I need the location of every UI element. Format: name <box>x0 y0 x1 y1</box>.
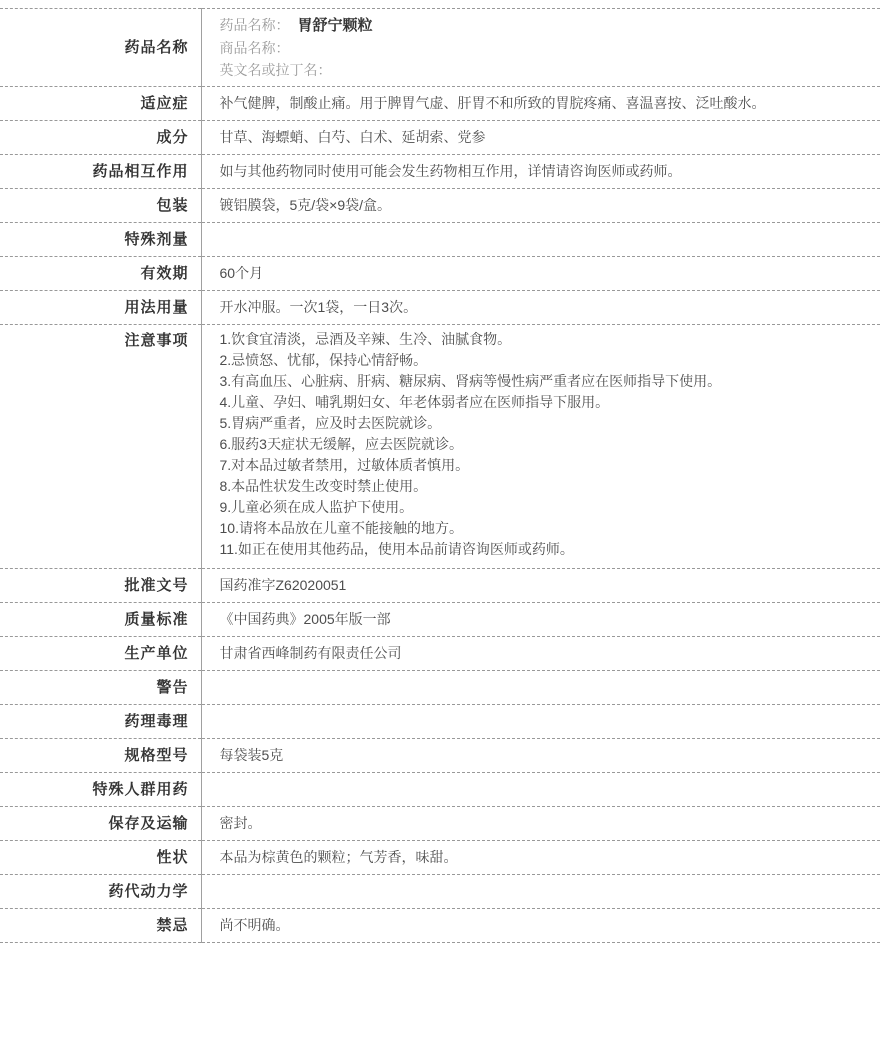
row-label: 成分 <box>0 121 201 155</box>
table-row <box>0 87 880 121</box>
table-row <box>0 705 880 739</box>
row-content-text: 《中国药典》2005年版一部 <box>219 611 391 627</box>
table-row <box>0 671 880 705</box>
row-label: 药品名称 <box>0 9 201 87</box>
row-label: 药代动力学 <box>0 875 201 909</box>
row-label: 警告 <box>0 671 201 705</box>
row-content <box>201 909 880 943</box>
note-item: 8.本品性状发生改变时禁止使用。 <box>219 478 428 494</box>
row-content-text: 尚不明确。 <box>219 917 290 933</box>
row-label: 有效期 <box>0 257 201 291</box>
table-row <box>0 325 880 569</box>
table-row <box>0 121 880 155</box>
field-label: 商品名称： <box>219 40 290 56</box>
note-item: 4.儿童、孕妇、哺乳期妇女、年老体弱者应在医师指导下服用。 <box>219 394 610 410</box>
note-item: 1.饮食宜清淡，忌酒及辛辣、生冷、油腻食物。 <box>219 331 512 347</box>
table-row <box>0 257 880 291</box>
row-content <box>201 155 880 189</box>
row-label: 注意事项 <box>0 325 201 569</box>
row-content <box>201 739 880 773</box>
name-field-line <box>220 37 871 59</box>
row-content <box>201 87 880 121</box>
field-value: 胃舒宁颗粒 <box>297 17 373 34</box>
row-content-text: 如与其他药物同时使用可能会发生药物相互作用，详情请咨询医师或药师。 <box>219 163 682 179</box>
row-content-text: 60个月 <box>219 265 264 281</box>
row-content <box>201 637 880 671</box>
row-content <box>201 325 880 569</box>
row-content-text: 本品为棕黄色的颗粒；气芳香，味甜。 <box>219 849 458 865</box>
row-label: 禁忌 <box>0 909 201 943</box>
table-row <box>0 841 880 875</box>
table-row <box>0 9 880 87</box>
row-content <box>201 773 880 807</box>
table-row <box>0 569 880 603</box>
row-label: 特殊剂量 <box>0 223 201 257</box>
row-content-text: 开水冲服。一次1袋，一日3次。 <box>219 299 418 315</box>
row-label: 特殊人群用药 <box>0 773 201 807</box>
row-content-text: 甘肃省西峰制药有限责任公司 <box>219 645 402 661</box>
row-content-text: 镀铝膜袋，5克/袋×9袋/盒。 <box>219 197 392 213</box>
row-label: 规格型号 <box>0 739 201 773</box>
row-content <box>201 291 880 325</box>
row-content <box>201 875 880 909</box>
row-label: 质量标准 <box>0 603 201 637</box>
table-row <box>0 637 880 671</box>
row-content <box>201 807 880 841</box>
row-label: 适应症 <box>0 87 201 121</box>
note-item: 7.对本品过敏者禁用，过敏体质者慎用。 <box>219 457 470 473</box>
row-content <box>201 569 880 603</box>
row-content <box>201 189 880 223</box>
row-label: 批准文号 <box>0 569 201 603</box>
field-label: 药品名称： <box>219 17 290 33</box>
table-row <box>0 291 880 325</box>
note-item: 10.请将本品放在儿童不能接触的地方。 <box>219 520 463 536</box>
table-row <box>0 875 880 909</box>
row-content <box>201 223 880 257</box>
row-content <box>201 841 880 875</box>
row-label: 保存及运输 <box>0 807 201 841</box>
note-item: 2.忌愤怒、忧郁，保持心情舒畅。 <box>219 352 428 368</box>
row-content <box>201 9 880 87</box>
row-label: 药品相互作用 <box>0 155 201 189</box>
table-row <box>0 807 880 841</box>
table-row <box>0 189 880 223</box>
name-field-line <box>220 59 871 81</box>
row-content <box>201 121 880 155</box>
row-content-text: 每袋装5克 <box>219 747 284 763</box>
table-row <box>0 223 880 257</box>
table-row <box>0 739 880 773</box>
field-label: 英文名或拉丁名： <box>219 62 332 78</box>
note-item: 5.胃病严重者，应及时去医院就诊。 <box>219 415 442 431</box>
row-content <box>201 257 880 291</box>
row-label: 用法用量 <box>0 291 201 325</box>
row-content-text: 补气健脾，制酸止痛。用于脾胃气虚、肝胃不和所致的胃脘疼痛、喜温喜按、泛吐酸水。 <box>219 95 766 111</box>
table-row <box>0 909 880 943</box>
row-content-text: 密封。 <box>219 815 262 831</box>
row-label: 药理毒理 <box>0 705 201 739</box>
row-content <box>201 671 880 705</box>
row-content <box>201 705 880 739</box>
table-row <box>0 773 880 807</box>
note-item: 6.服药3天症状无缓解，应去医院就诊。 <box>219 436 463 452</box>
drug-info-table-body <box>0 9 880 943</box>
note-item: 3.有高血压、心脏病、肝病、糖尿病、肾病等慢性病严重者应在医师指导下使用。 <box>219 373 722 389</box>
row-content-text: 国药准字Z62020051 <box>219 577 347 593</box>
table-row <box>0 603 880 637</box>
drug-info-table <box>0 8 880 943</box>
note-item: 11.如正在使用其他药品，使用本品前请咨询医师或药师。 <box>219 541 574 557</box>
row-label: 生产单位 <box>0 637 201 671</box>
note-item: 9.儿童必须在成人监护下使用。 <box>219 499 414 515</box>
table-row <box>0 155 880 189</box>
name-field-line <box>220 14 871 37</box>
row-content-text: 甘草、海螵蛸、白芍、白术、延胡索、党参 <box>219 129 486 145</box>
row-label: 包装 <box>0 189 201 223</box>
row-label: 性状 <box>0 841 201 875</box>
row-content <box>201 603 880 637</box>
